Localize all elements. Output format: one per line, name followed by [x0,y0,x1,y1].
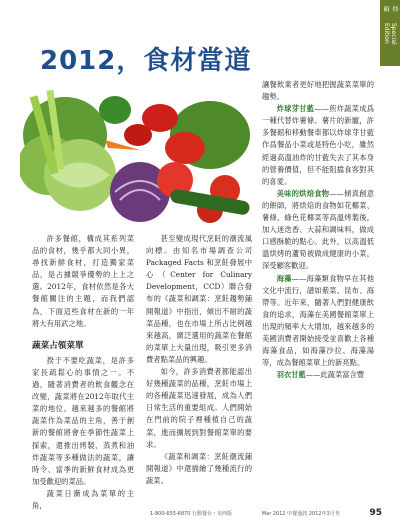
paragraph: 海藻——海藻類食物早在其他文化中流行，譜如紫菜、昆布、海帶等。近年來，隨著人們對健康飲食的追求，海藻在美國餐館菜單上出現的頻率大大增加，越來越多的美國消費者開始接受並喜歡上各種海藻食品，如海藻沙拉、海藻湯等，成為餐館菜單上的新亮點。 [262,273,375,368]
intro-paragraph: 許多餐館，構成其系列菜品的食材，幾乎都大同小異，尋找新鮮食材，打造獨家菜品，是占據競爭優勢的上上之選。2012年，食材依然是各大餐館關注的主題，而我們認為，下面這些食材在新的一年將大有用武之地。 [32,234,134,328]
tab-label-zh: 特輯 [382,6,398,13]
article-title: 2012，食材當道 [40,46,252,76]
subheading-kale: 羽衣甘藍 [276,370,306,380]
paragraph: 《蔬菜和調菜：烹飪潮流鋪開報道》中還描繪了幾種流行的蔬菜。 [146,451,252,485]
page-footer [150,508,382,518]
subheading-baked-food: 美味的烘焙食物 [276,188,330,198]
footer-issue: Mar 2012 中餐通訊 2012年3月刊 [261,510,340,517]
paragraph: 蔬菜日漸成為菜單的主角， [32,488,134,510]
paragraph: 甚至變成現代烹飪的潮流風向標。由知名市場調查公司 Packaged Facts 和烹飪發展中心（Center for Culinary Development，CCD）聯合發布的《蔬菜和調菜：烹飪趨勢鋪開報道》中指出，傾出不耐的蔬菜品種，也在市場上所占比例越來越高，廣泛選用的蔬菜在餐館的菜單上大量出現，吸引更多消費者點菜品的興趣。 [146,234,252,364]
special-edition-tab [380,0,400,66]
section-heading-vegetables: 蔬菜占領菜單 [32,340,84,351]
column-3 [262,79,374,381]
paragraph: 揆于不要吃蔬菜，是許多家長疏鬆心的事情之一。不過，隨著消費者的飲食觀念在改變，蔬菜將在2012年取代主菜的地位。越來越多的餐館將蔬菜作為菜品的主角，善于創新的餐館將會在季節性蔬菜上探索，還推出烤製、蒸煮和油炸蔬菜等多種做法的蔬菜，讓時令、當季的新鮮食材成為更加受歡迎的菜品。 [32,355,134,486]
page-number: 95 [369,508,382,518]
subheading-seaweed: 海藻 [276,273,292,283]
subheading-fried-sprouts: 炸球芽甘藍 [276,104,315,114]
paragraph: 如今，許多消費者都能認出好幾種蔬菜的品種，烹飪市場上的各種蔬菜迅速發展，成為人們日常生活的重要組成。人們開始在門前的院子裡種植自己的蔬菜，進而擴展到對餐館菜單的要求。 [146,367,252,449]
paragraph: 炸球芽甘藍——煎炸蔬菜成爲一種代替炸薯條、薯片的新寵，許多餐館和移動餐車都以炸球芽甘藍作爲餐品小菜或是特色小吃，雖然經過高溫油炸的甘藍失去了其本身的營養價值，但不能阻擋食客對其的喜愛。 [262,104,375,186]
column-1 [32,233,134,512]
column-2 [146,233,252,487]
paragraph: 羽衣甘藍——此蔬菜富含豐 [276,370,365,380]
paragraph: 讓餐飲業者更好地把握蔬菜菜單的趨勢。 [262,80,374,102]
tab-label-en: Special Edition [383,23,397,46]
footer-contact: 1-800-655-6870 行動餐台・美西版 [150,510,232,517]
vegetables-photo [20,80,256,230]
paragraph: 美味的烘焙食物——傾真創意的餅師，將烘焙的食物如花椰菜、薯條、綠色花椰菜等高溫烤製後，加入迷迭香、大蒜和調味料，做成口感酥脆的點心。此外，以高溫低溫烘烤的蘆筍被做成健康的小菜，深受顧客歡迎。 [262,188,375,271]
